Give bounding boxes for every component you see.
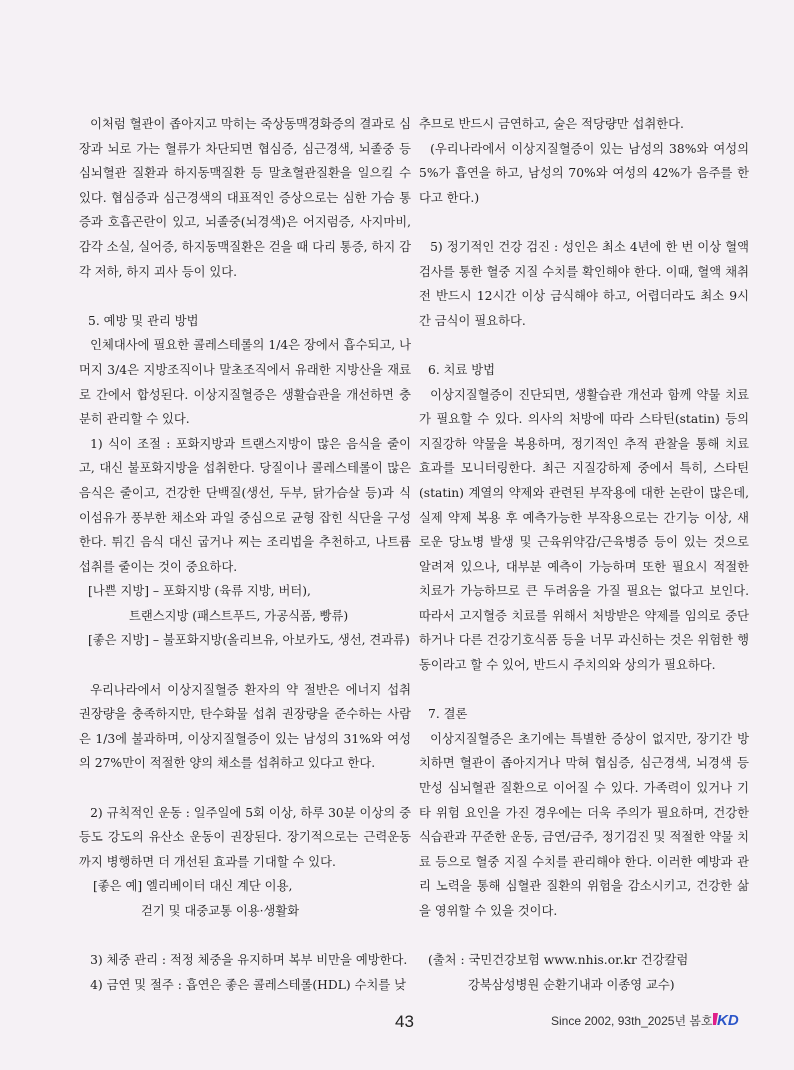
paragraph-smoking-start: 4) 금연 및 절주 : 흡연은 좋은 콜레스테롤(HDL) 수치를 낮	[90, 977, 407, 992]
section-heading-prevention: 5. 예방 및 관리 방법	[88, 313, 199, 328]
edition-label: Since 2002, 93th_2025년 봄호	[551, 1014, 713, 1028]
source-line-1: (출처 : 국민건강보험 www.nhis.or.kr 건강칼럼	[428, 953, 689, 968]
paragraph-conclusion: 이상지질혈증은 초기에는 특별한 증상이 없지만, 장기간 방치하면 혈관이 좁아지거나 막혀 협심증, 심근경색, 뇌경색 등 만성 심뇌혈관 질환으로 이어질 수 있다. 가족력이 있거나 기타 위험 요인을 가진 경우에는 더욱 주의가 필요하며, 건강한 식습관과 꾸준한 운동, 금연/금주, 정기검진 및 적절한 약물 치료 등으로 혈중 지질 수치를 관리해야 한다. 이러한 예방과 관리 노력을 통해 심혈관 질환의 위험을 감소시키고, 건강한 삶을 영위할 수 있을 것이다.	[419, 731, 749, 918]
paragraph-checkup: 5) 정기적인 건강 검진 : 성인은 최소 4년에 한 번 이상 혈액검사를 통한 혈중 지질 수치를 확인해야 한다. 이때, 혈액 채취 전 반드시 12시간 이상 금식해야 하고, 어렵더라도 최소 9시간 금식이 필요하다.	[419, 239, 749, 328]
paragraph-exercise: 2) 규칙적인 운동 : 일주일에 5회 이상, 하루 30분 이상의 중등도 강도의 유산소 운동이 권장된다. 장기적으로는 근력운동까지 병행하면 더 개선된 효과를 기대할 수 있다.	[79, 805, 411, 869]
paragraph-smoking-end: 추므로 반드시 금연하고, 술은 적당량만 섭취한다.	[419, 117, 684, 131]
bad-fat-line-2: 트랜스지방 (패스트푸드, 가공식품, 빵류)	[129, 608, 349, 623]
logo-text: KD	[717, 1012, 739, 1027]
paragraph-weight: 3) 체중 관리 : 적정 체중을 유지하며 복부 비만을 예방한다.	[90, 953, 408, 968]
paragraph-atherosclerosis: 이처럼 혈관이 좁아지고 막히는 죽상동맥경화증의 결과로 심장과 뇌로 가는 혈류가 차단되면 협심증, 심근경색, 뇌졸중 등 심뇌혈관 질환과 하지동맥질환 등 말초혈관질환을 일으킬 수 있다. 협심증과 심근경색의 대표적인 증상으로는 심한 가슴 통증과 호흡곤란이 있고, 뇌졸중(뇌경색)은 어지럼증, 사지마비, 감각 소실, 실어증, 하지동맥질환은 걷을 때 다리 통증, 하지 감각 저하, 하지 괴사 등이 있다.	[79, 117, 411, 279]
good-fat-line: [좋은 지방] – 불포화지방(올리브유, 아보카도, 생선, 견과류)	[88, 633, 410, 648]
section-heading-conclusion: 7. 결론	[428, 707, 468, 722]
exercise-tip-line-1: [좋은 예] 엘리베이터 대신 계단 이용,	[93, 879, 293, 894]
kd-logo-icon	[713, 1011, 739, 1027]
bad-fat-line-1: [나쁜 지방] – 포화지방 (육류 지방, 버터),	[88, 584, 311, 599]
paragraph-treatment: 이상지질혈증이 진단되면, 생활습관 개선과 함께 약물 치료가 필요할 수 있다. 의사의 처방에 따라 스타틴(statin) 등의 지질강하 약물을 복용하며, 정기적인 추적 관찰을 통해 치료 효과를 모니터링한다. 최근 지질강하제 중에서 특히, 스타틴(statin) 계열의 약제와 관련된 부작용에 대한 논란이 많은데, 실제 약제 복용 후 예측가능한 부작용으로는 간기능 이상, 새로운 당뇨병 발생 및 근육위약감/근육병증 등이 있는 것으로 알려져 있으나, 대부분 예측이 가능하며 또한 필요시 적절한 치료가 가능하므로 큰 두려움을 가질 필요는 없다고 보인다. 따라서 고지혈증 치료를 위해서 처방받은 약제를 임의로 중단하거나 다른 건강기호식품 등을 너무 과신하는 것은 위험한 행동이라고 할 수 있어, 반드시 주치의와 상의가 필요하다.	[419, 387, 749, 673]
left-column	[79, 112, 411, 997]
exercise-tip-line-2: 걷기 및 대중교통 이용·생활화	[141, 904, 300, 918]
paragraph-diet: 1) 식이 조절 : 포화지방과 트랜스지방이 많은 음식을 줄이고, 대신 불포화지방을 섭취한다. 당질이나 콜레스테롤이 많은 음식은 줄이고, 건강한 단백질(생선, 두부, 닭가슴살 등)과 식이섬유가 풍부한 채소와 과일 중심으로 균형 잡힌 식단을 구성한다. 튀긴 음식 대신 굽거나 찌는 조리법을 추천하고, 나트륨 섭취를 줄이는 것이 중요하다.	[79, 436, 411, 574]
section-heading-treatment: 6. 치료 방법	[428, 362, 496, 377]
source-line-2: 강북삼성병원 순환기내과 이종영 교수)	[468, 977, 675, 992]
paragraph-diet-statistics: 우리나라에서 이상지질혈증 환자의 약 절반은 에너지 섭취 권장량을 충족하지만, 탄수화물 섭취 권장량을 준수하는 사람은 1/3에 불과하며, 이상지질혈증이 있는 남성의 31%와 여성의 27%만이 적절한 양의 채소를 섭취하고 있다고 한다.	[79, 682, 411, 771]
paragraph-smoking-statistics: (우리나라에서 이상지질혈증이 있는 남성의 38%와 여성의 5%가 흡연을 하고, 남성의 70%와 여성의 42%가 음주를 한다고 한다.)	[419, 141, 749, 205]
paragraph-cholesterol: 인체대사에 필요한 콜레스테롤의 1/4은 장에서 흡수되고, 나머지 3/4은 지방조직이나 말초조직에서 유래한 지방산을 재료로 간에서 합성된다. 이상지질혈증은 생활습관을 개선하면 충분히 관리할 수 있다.	[79, 338, 411, 427]
page-number: 43	[395, 1012, 414, 1031]
right-column	[419, 112, 749, 997]
